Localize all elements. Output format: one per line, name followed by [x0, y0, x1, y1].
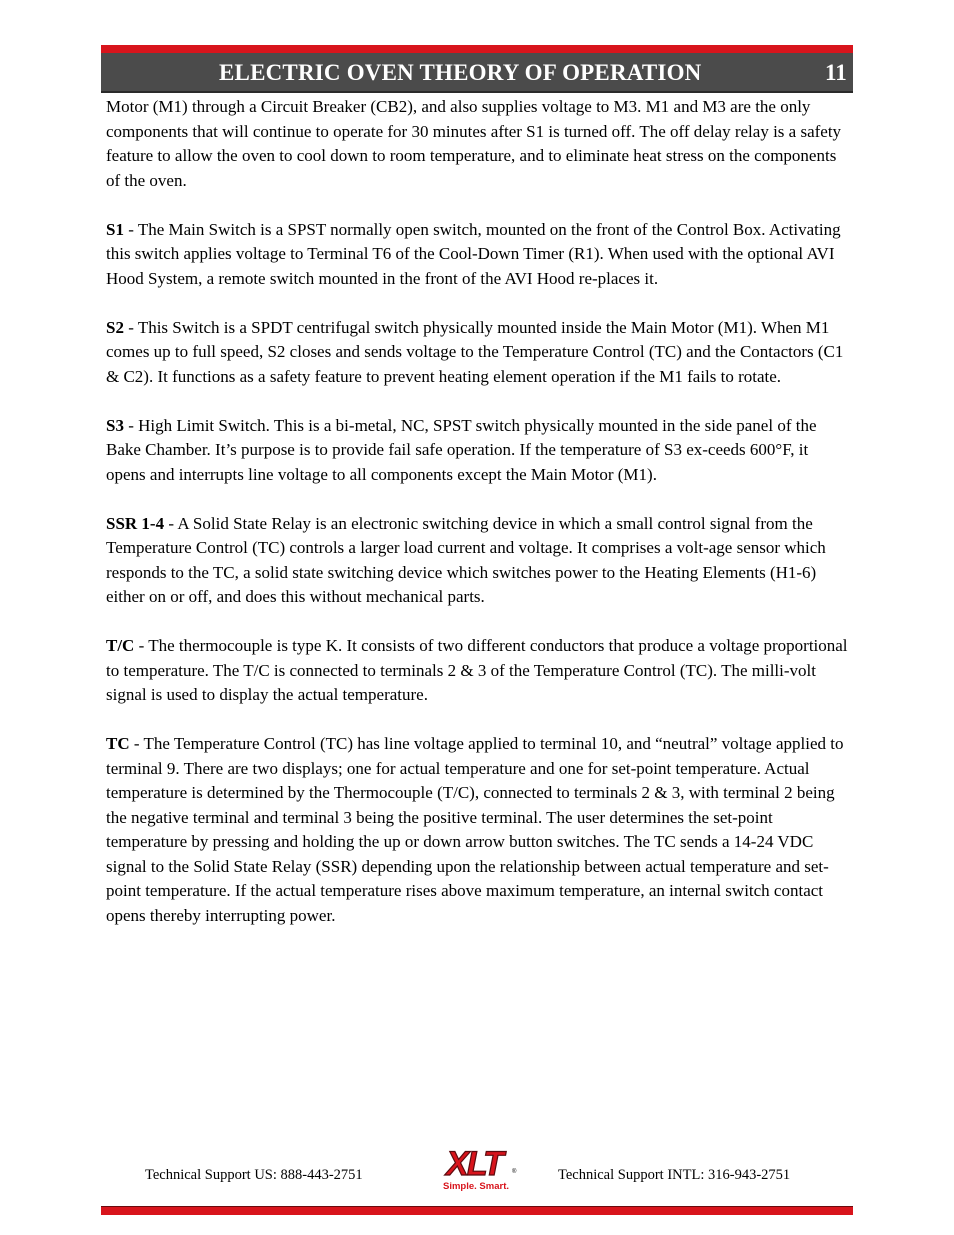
section-term: T/C [106, 636, 135, 655]
header-accent-line [101, 45, 853, 53]
tech-support-intl: Technical Support INTL: 316-943-2751 [558, 1167, 791, 1183]
logo-wordmark: XLT [446, 1145, 502, 1183]
section-term: SSR 1-4 [106, 513, 165, 533]
section-text: - The thermocouple is type K. It consists of two different conductors that produce a voltage proportional to temperature. The T/C is connected to terminals 2 & 3 of the Temperature Control (TC). The milli-volt signal is used to display the actual temperature. [106, 636, 848, 704]
section-term: S3 [106, 415, 124, 435]
intro-paragraph: Motor (M1) through a Circuit Breaker (CB2), and also supplies voltage to M3. M1 and M3 are the only components that will continue to operate for 30 minutes after S1 is turned off. The off delay relay is a safety feature to allow the oven to cool down to room temperature, and to eliminate heat stress on the components of the oven. [106, 97, 842, 190]
page-title: ELECTRIC OVEN THEORY OF OPERATION [219, 60, 702, 85]
section-s1 [106, 218, 852, 292]
section-text: - High Limit Switch. This is a bi-metal, NC, SPST switch physically mounted in the side panel of the Bake Chamber. It’s purpose is to provide fail safe operation. If the temperature of S3 ex-ceeds 600°F, it opens and interrupts line voltage to all components except the Main Motor (M1). [106, 415, 817, 484]
section-text: - This Switch is a SPDT centrifugal switch physically mounted inside the Main Motor (M1). When M1 comes up to full speed, S2 closes and sends voltage to the Temperature Control (TC) and the Contactors (C1 & C2). It functions as a safety feature to prevent heating element operation if the M1 fails to rotate. [106, 317, 844, 386]
section-thermocouple [106, 634, 852, 708]
section-temperature-control [106, 732, 852, 928]
section-term: S2 [106, 317, 124, 337]
logo-trademark: ® [512, 1169, 517, 1175]
tech-support-us: Technical Support US: 888-443-2751 [145, 1167, 363, 1183]
xlt-logo [426, 1142, 526, 1192]
footer-accent-line [101, 1206, 853, 1215]
document-body [106, 95, 852, 953]
section-text: - A Solid State Relay is an electronic switching device in which a small control signal from the Temperature Control (TC) controls a larger load current and voltage. It comprises a volt-age sensor which responds to the TC, a solid state switching device which switches power to the Heating Elements (H1-6) either on or off, and does this without mechanical parts. [106, 513, 826, 606]
section-term: TC [106, 734, 130, 753]
section-text: - The Main Switch is a SPST normally open switch, mounted on the front of the Control Box. Activating this switch applies voltage to Terminal T6 of the Cool-Down Timer (R1). When used with the optional AVI Hood System, a remote switch mounted in the front of the AVI Hood re-places it. [106, 219, 841, 288]
section-text: - The Temperature Control (TC) has line voltage applied to terminal 10, and “neutral” voltage applied to terminal 9. There are two displays; one for actual temperature and one for set-point temperature. Actual temperature is determined by the Thermocouple (T/C), connected to terminals 2 & 3, with terminal 2 being the negative terminal and terminal 3 being the positive terminal. The user determines the set-point temperature by pressing and holding the up or down arrow button switches. The TC sends a 14-24 VDC signal to the Solid State Relay (SSR) depending upon the relationship between actual temperature and set-point temperature. If the actual temperature rises above maximum temperature, an internal switch contact opens thereby interrupting power. [106, 734, 844, 925]
section-ssr [106, 512, 852, 610]
logo-tagline: Simple. Smart. [443, 1181, 509, 1192]
section-s2 [106, 316, 852, 390]
section-term: S1 [106, 219, 124, 239]
section-s3 [106, 414, 852, 488]
page-number: 11 [825, 60, 847, 85]
